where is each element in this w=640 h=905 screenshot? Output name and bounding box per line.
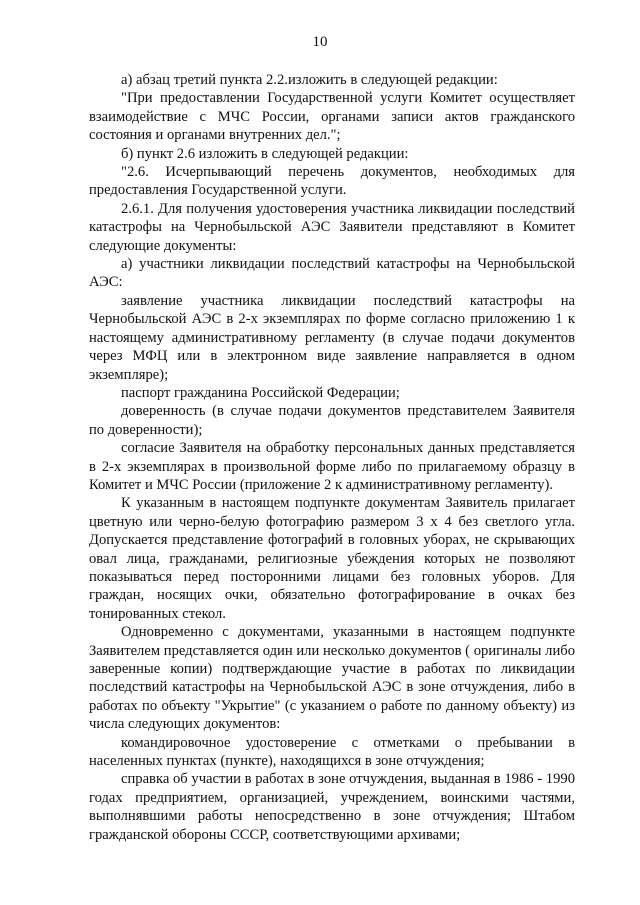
paragraph-supporting-docs: Одновременно с документами, указанными в настоящем подпункте Заявителем представляется один или несколько документов ( оригиналы либо заверенные копии) подтверждающие участие в работах по ликвидации последствий катастрофы на Чернобыльской АЭС в зоне отчуждения, либо в работах по объекту "Укрытие" (с указанием о работе по данному объекту) из числа следующих документов:	[89, 624, 575, 733]
paragraph-2-6-heading: "2.6. Исчерпывающий перечень документов, необходимых для предоставления Государственной услуги.	[89, 164, 575, 199]
paragraph-amend-2-2: а) абзац третий пункта 2.2.изложить в следующей редакции:	[121, 72, 498, 88]
page-number: 10	[312, 34, 328, 50]
document-body	[89, 71, 575, 844]
paragraph-participation-certificate: справка об участии в работах в зоне отчуждения, выданная в 1986 - 1990 годах предприятием, организацией, учреждением, воинскими частями, выполнявшими работы непосредственно в зоне отчуждения; Штабом гражданской обороны СССР, соответствующими архивами;	[89, 771, 575, 843]
paragraph-travel-certificate: командировочное удостоверение с отметками о пребывании в населенных пунктах (пункте), находящихся в зоне отчуждения;	[89, 734, 575, 770]
paragraph-quote-2-2: "При предоставлении Государственной услуги Комитет осуществляет взаимодействие с МЧС России, органами записи актов гражданского состояния и органами внутренних дел.";	[89, 90, 575, 144]
paragraph-amend-2-6: б) пункт 2.6 изложить в следующей редакции:	[121, 145, 409, 162]
paragraph-subitem-a: а) участники ликвидации последствий катастрофы на Чернобыльской АЭС:	[89, 256, 575, 291]
paragraph-application: заявление участника ликвидации последствий катастрофы на Чернобыльской АЭС в 2-х экземплярах по форме согласно приложению 1 к настоящему административному регламенту (в случае подачи документов через МФЦ или в электронном виде заявление направляется в одном экземпляре);	[89, 292, 575, 383]
paragraph-consent: согласие Заявителя на обработку персональных данных представляется в 2-х экземплярах в произвольной форме либо по прилагаемому образцу в Комитет и МЧС России (приложение 2 к административному регламенту).	[89, 440, 575, 493]
paragraph-2-6-1: 2.6.1. Для получения удостоверения участника ликвидации последствий катастрофы на Чернобыльской АЭС Заявители представляют в Комитет следующие документы:	[89, 200, 575, 254]
paragraph-passport: паспорт гражданина Российской Федерации;	[121, 384, 400, 401]
paragraph-photo: К указанным в настоящем подпункте документам Заявитель прилагает цветную или черно-белую фотографию размером 3 х 4 без светлого угла. Допускается представление фотографий в головных уборах, не скрывающих овал лица, гражданами, религиозные убеждения которых не позволяют показываться перед посторонними лицами без головных уборов. Для граждан, носящих очки, обязательно фотографирование в очках без тонированных стекол.	[89, 495, 575, 622]
paragraph-power-of-attorney: доверенность (в случае подачи документов представителем Заявителя по доверенности);	[89, 403, 575, 438]
